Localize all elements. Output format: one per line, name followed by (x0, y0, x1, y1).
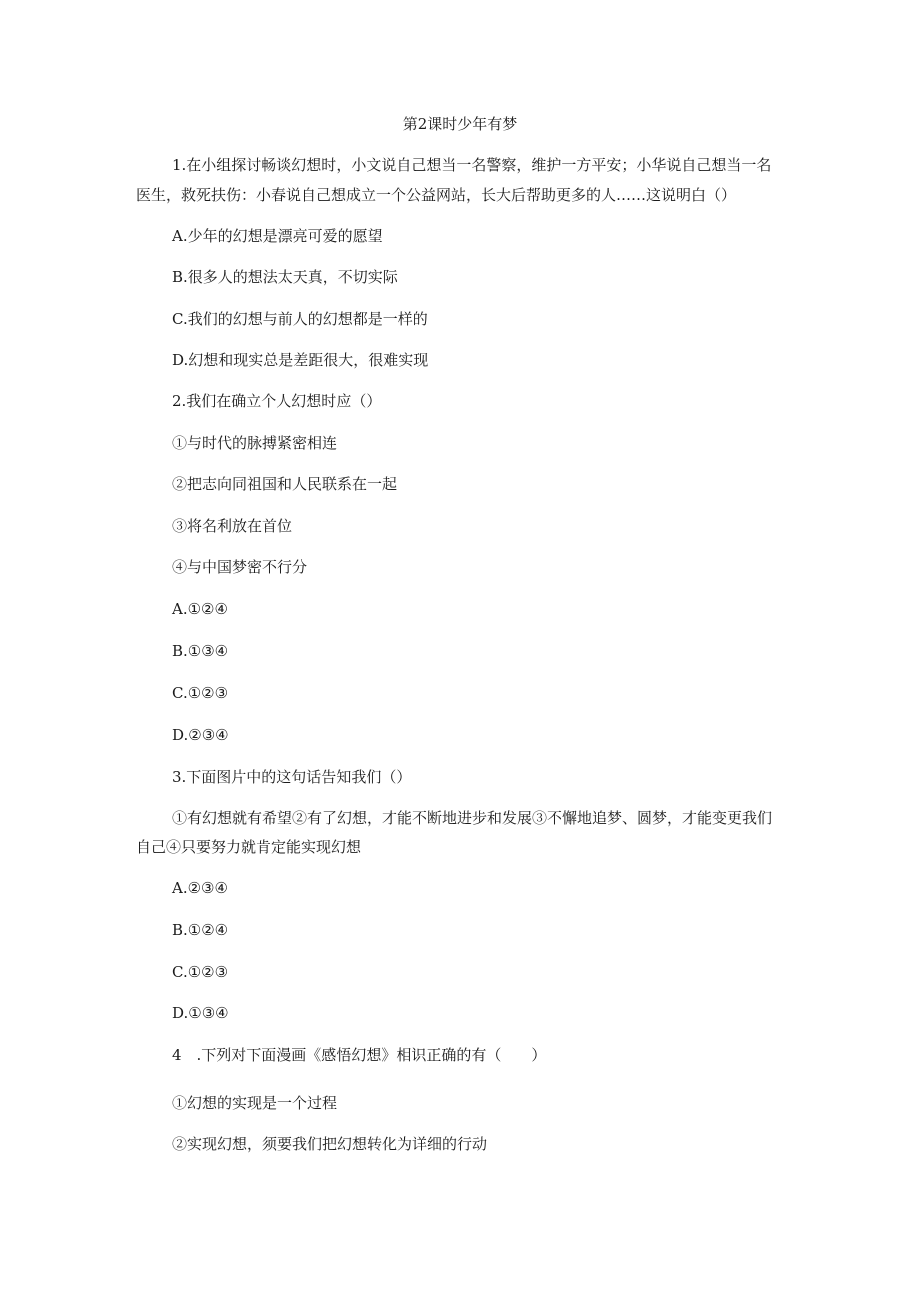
question-2-item-4: ④与中国梦密不行分 (172, 558, 308, 576)
question-2-option-a: A.①②④ (172, 600, 228, 618)
question-1-option-b: B.很多人的想法太天真，不切实际 (172, 268, 398, 286)
question-4-item-1: ①幻想的实现是一个过程 (172, 1094, 338, 1112)
question-3-items-line-1: ①有幻想就有希望②有了幻想，才能不断地进步和发展③不懈地追梦、圆梦，才能变更我们 (172, 809, 773, 827)
question-2-item-2: ②把志向同祖国和人民联系在一起 (172, 475, 398, 493)
question-4-item-2: ②实现幻想，须要我们把幻想转化为详细的行动 (172, 1135, 488, 1153)
question-1-option-d: D.幻想和现实总是差距很大，很难实现 (172, 351, 429, 369)
question-3-option-a: A.②③④ (172, 879, 228, 897)
question-1-line-2: 医生，救死扶伤：小春说自己想成立一个公益网站，长大后帮助更多的人……这说明白（） (136, 186, 737, 204)
question-3-option-d: D.①③④ (172, 1004, 229, 1022)
question-1-option-a: A.少年的幻想是漂亮可爱的愿望 (172, 227, 383, 245)
question-2-item-1: ①与时代的脉搏紧密相连 (172, 434, 338, 452)
question-2-option-b: B.①③④ (172, 642, 229, 660)
question-4-stem: 4 .下列对下面漫画《感悟幻想》相识正确的有（ ） (172, 1046, 547, 1064)
question-2-option-d: D.②③④ (172, 726, 229, 744)
question-2-option-c: C.①②③ (172, 684, 229, 702)
question-3-stem: 3.下面图片中的这句话告知我们（） (172, 768, 412, 786)
page-title: 第2课时少年有梦 (402, 115, 518, 133)
question-2-item-3: ③将名利放在首位 (172, 517, 293, 535)
question-3-items-line-2: 自己④只要努力就肯定能实现幻想 (136, 838, 362, 856)
question-3-option-c: C.①②③ (172, 963, 229, 981)
question-3-option-b: B.①②④ (172, 921, 229, 939)
question-1-option-c: C.我们的幻想与前人的幻想都是一样的 (172, 310, 428, 328)
question-1-line-1: 1.在小组探讨畅谈幻想时，小文说自己想当一名警察，维护一方平安；小华说自己想当一名 (172, 156, 772, 174)
question-2-stem: 2.我们在确立个人幻想时应（） (172, 392, 382, 410)
